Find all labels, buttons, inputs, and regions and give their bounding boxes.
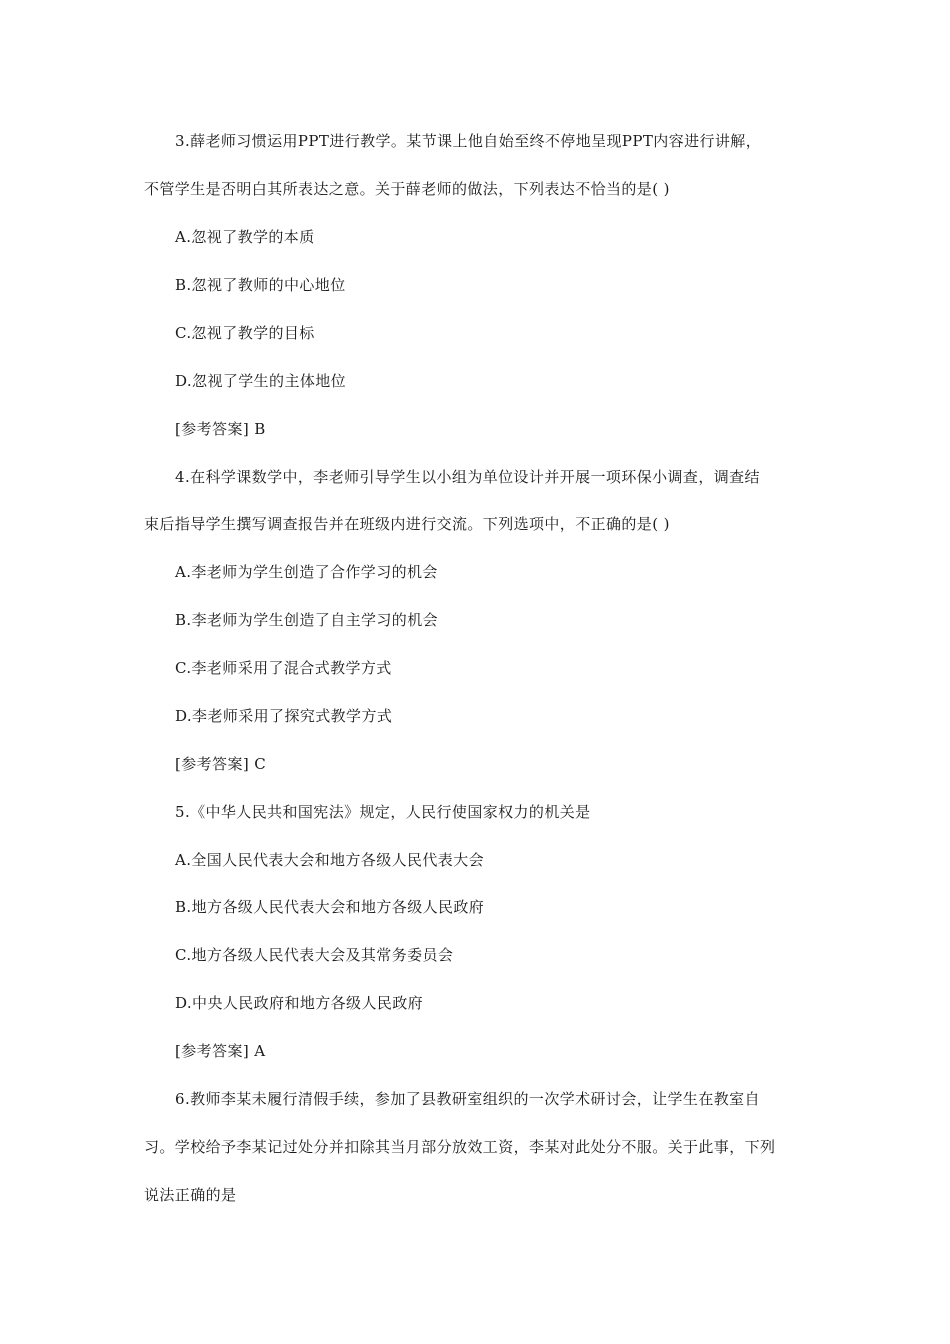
question-5-option-c: C.地方各级人民代表大会及其常务委员会 (175, 946, 454, 964)
question-3-option-b: B.忽视了教师的中心地位 (175, 276, 346, 294)
question-3-option-d: D.忽视了学生的主体地位 (175, 372, 347, 390)
question-6-stem-line-3: 说法正确的是 (144, 1186, 237, 1204)
question-3-option-a: A.忽视了教学的本质 (175, 228, 315, 246)
question-4-option-d: D.李老师采用了探究式教学方式 (175, 707, 393, 725)
question-5-option-d: D.中央人民政府和地方各级人民政府 (175, 994, 424, 1012)
question-3-answer: [参考答案] B (175, 420, 266, 438)
question-4-stem-line-2: 束后指导学生撰写调查报告并在班级内进行交流。下列选项中，不正确的是( ) (144, 515, 670, 533)
question-6-stem-line-1: 6.教师李某未履行清假手续，参加了县教研室组织的一次学术研讨会，让学生在教室自 (175, 1090, 760, 1108)
question-4-option-c: C.李老师采用了混合式教学方式 (175, 659, 392, 677)
question-5-stem: 5.《中华人民共和国宪法》规定，人民行使国家权力的机关是 (175, 803, 591, 821)
question-4-stem-line-1: 4.在科学课数学中，李老师引导学生以小组为单位设计并开展一项环保小调查，调查结 (175, 468, 760, 486)
question-5-answer: [参考答案] A (175, 1042, 266, 1060)
question-6-stem-line-2: 习。学校给予李某记过处分并扣除其当月部分放效工资，李某对此处分不服。关于此事，下列 (144, 1138, 776, 1156)
question-4-answer: [参考答案] C (175, 755, 267, 773)
question-3-option-c: C.忽视了教学的目标 (175, 324, 315, 342)
question-3-stem-line-1: 3.薛老师习惯运用PPT进行教学。某节课上他自始至终不停地呈现PPT内容进行讲解， (175, 132, 762, 150)
question-4-option-a: A.李老师为学生创造了合作学习的机会 (175, 563, 438, 581)
question-4-option-b: B.李老师为学生创造了自主学习的机会 (175, 611, 438, 629)
question-3-stem-line-2: 不管学生是否明白其所表达之意。关于薛老师的做法，下列表达不恰当的是( ) (144, 180, 670, 198)
question-5-option-a: A.全国人民代表大会和地方各级人民代表大会 (175, 851, 485, 869)
question-5-option-b: B.地方各级人民代表大会和地方各级人民政府 (175, 898, 485, 916)
